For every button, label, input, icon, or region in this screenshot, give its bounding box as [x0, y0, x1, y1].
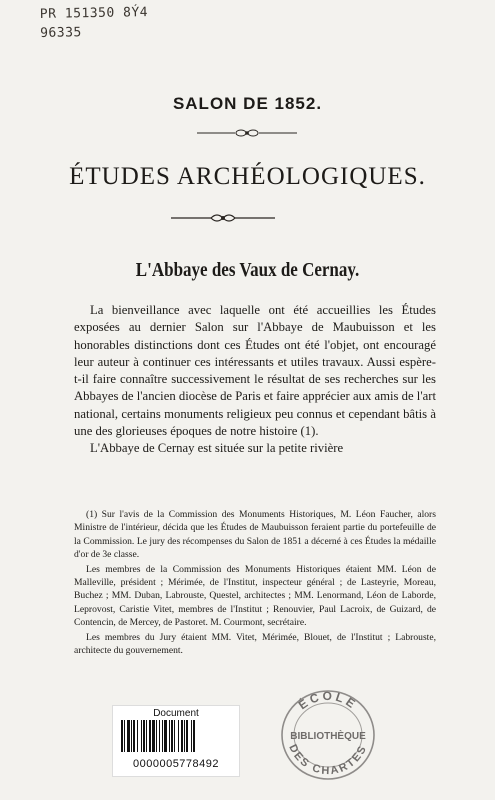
subtitle: L'Abbaye des Vaux de Cernay. [135, 259, 360, 281]
barcode-number: 0000005778492 [132, 758, 220, 770]
handwritten-shelfmark [40, 3, 149, 43]
shelfmark-line-2: 96335 [40, 25, 82, 41]
main-title: ÉTUDES ARCHÉOLOGIQUES. [69, 163, 426, 190]
ornament-small [197, 127, 297, 139]
body-text [74, 302, 436, 458]
svg-text:DES CHARTES [286, 743, 369, 777]
footnotes [74, 508, 436, 658]
paragraph-1: La bienveillance avec laquelle ont été accueillies les Études exposées au dernier Salon sur l'Abbaye de Maubuisson et les honorables distinctions dont ces Études ont été l'objet, ont encouragé leur auteur à continuer ces intéressants et utiles travaux. Aussi espère-t-il faire connaître successivement le résultat de ses recherches sur les Abbayes de l'ancien diocèse de Paris et faire apprécier aux amis de l'art national, certains monuments religieux peu connus et cependant bâtis à une des glorieuses époques de notre histoire (1). [74, 303, 436, 439]
barcode-icon [119, 719, 233, 753]
footnote-1: (1) Sur l'avis de la Commission des Monuments Historiques, M. Léon Faucher, alors Ministre de l'intérieur, décida que les Études de Maubuisson feraient partie du portefeuille de la Commission. Le jury des récompenses du Salon de 1851 a décerné à ces Études la médaille d'or de 3e classe. [74, 509, 436, 561]
ornament-divider [171, 212, 275, 224]
footnote-3: Les membres du Jury étaient MM. Vitet, Mérimée, Blouet, de l'Institut ; Labrouste, architecte du gouvernement. [74, 631, 436, 657]
stamp-bottom-text: DES CHARTES [286, 742, 370, 778]
barcode-label [112, 705, 240, 777]
stamp-top-text: ÉCOLE [295, 688, 361, 713]
library-stamp-icon [273, 683, 383, 783]
paragraph-2: L'Abbaye de Cernay est située sur la petite rivière [90, 441, 344, 456]
svg-text:ÉCOLE [295, 689, 360, 712]
footnote-2: Les membres de la Commission des Monuments Historiques étaient MM. Léon de Malleville, président ; Mérimée, de l'Institut, inspecteur général ; de Lasteyrie, Moreau, Buchez ; MM. Duban, Labrouste, Questel, architectes ; MM. Lenormand, Léon de Laborde, Leprovost, Caristie Vitet, membres de l'Institut ; Renouvier, Paul Lacroix, de Guizard, de Contencin, de Mercey, de Pastoret. M. Courmont, secrétaire. [74, 563, 436, 629]
stamp-middle-text: BIBLIOTHÈQUE [290, 731, 366, 742]
barcode-caption: Document [153, 708, 199, 719]
salon-heading: SALON DE 1852. [172, 94, 323, 113]
shelfmark-line-1: PR 151350 8Ý4 [39, 5, 149, 22]
